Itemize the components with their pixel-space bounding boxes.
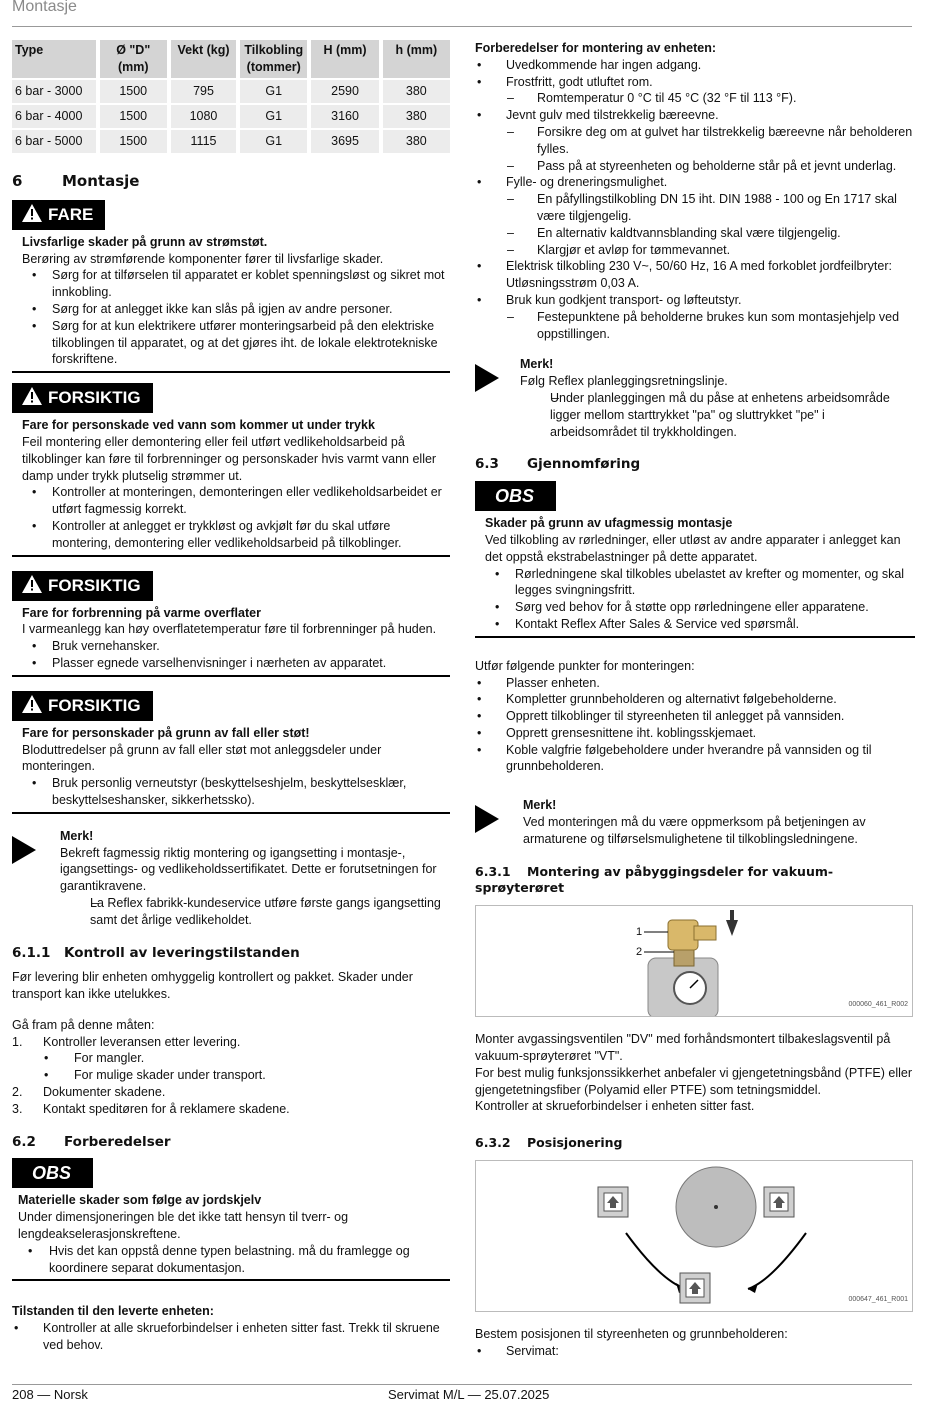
notice-box bbox=[12, 1192, 450, 1281]
section-title: Forberedelser bbox=[64, 1133, 171, 1150]
note-arrow-icon bbox=[12, 836, 36, 864]
notice-title: Materielle skader som følge av jordskjelv bbox=[18, 1193, 262, 1208]
spec-header-cell: Type bbox=[12, 40, 96, 78]
list-item: • Bruk vernehansker. bbox=[22, 638, 450, 655]
warning-text: Bloduttredelser på grunn av fall eller støt mot anleggsdeler under monteringen. bbox=[22, 742, 382, 774]
valve-figure bbox=[475, 905, 913, 1017]
paragraph: Før levering blir enheten omhyggelig kontrollert og pakket. Skader under transport kan ikke utelukkes. bbox=[12, 970, 413, 1002]
subheading: Forberedelser for montering av enheten: bbox=[475, 41, 717, 55]
warning-title: Fare for personskader på grunn av fall eller støt! bbox=[22, 725, 310, 740]
warning-text: Feil montering eller demontering eller feil utført vedlikeholdsarbeid på tilkoblinger kan føre til forbrenninger og personskader hvis varmt vann eller damp under trykk plutselig strømmer ut. bbox=[22, 434, 437, 483]
danger-box bbox=[12, 234, 450, 373]
notice-badge: OBS bbox=[12, 1158, 93, 1188]
note-text: Ved monteringen må du være oppmerksom på betjeningen av armaturene og tilførselsmulighetene til tilkoblingsledningene. bbox=[523, 815, 866, 846]
spec-cell: 3695 bbox=[311, 130, 378, 153]
notice-box bbox=[475, 515, 915, 638]
list-item: • Sørg ved behov for å støtte opp rørledningene eller apparatene. bbox=[485, 599, 915, 616]
paragraph: Gå fram på denne måten: bbox=[12, 1017, 155, 1032]
list-item: • Servimat: bbox=[475, 1343, 915, 1360]
list-item: • Frostfritt, godt utluftet rom. bbox=[475, 74, 915, 91]
footer-page-number: 208 — Norsk bbox=[12, 1387, 88, 1402]
warning-title: Fare for forbrenning på varme overflater bbox=[22, 605, 261, 620]
left-column bbox=[12, 38, 450, 1354]
spec-table-row bbox=[12, 130, 450, 153]
caution-badge-label: FORSIKTIG bbox=[48, 695, 141, 715]
spec-header-cell: Ø "D" (mm) bbox=[100, 40, 167, 78]
list-item: • Uvedkommende har ingen adgang. bbox=[475, 57, 915, 74]
sub-list-item: • For mulige skader under transport. bbox=[12, 1067, 450, 1084]
spec-header-cell: H (mm) bbox=[311, 40, 378, 78]
notice-title: Skader på grunn av ufagmessig montasje bbox=[485, 516, 733, 531]
spec-cell: G1 bbox=[240, 105, 307, 128]
page-header-title: Montasje bbox=[12, 0, 77, 15]
spec-cell: 1500 bbox=[100, 130, 167, 153]
spec-table-row bbox=[12, 80, 450, 103]
caution-badge bbox=[12, 383, 153, 413]
section-heading bbox=[475, 1135, 915, 1152]
spec-cell: 1115 bbox=[171, 130, 236, 153]
note-dash-item: – La Reflex fabrikk-kundeservice utføre første gangs igangsetting samt det årlige vedlikeholdet. bbox=[60, 895, 450, 929]
section-title: Montering av påbyggingsdeler for vakuum-sprøyterøret bbox=[475, 863, 834, 896]
warning-text: I varmeanlegg kan høy overflatetemperatur føre til forbrenninger på huden. bbox=[22, 622, 437, 637]
warning-triangle-icon bbox=[22, 204, 42, 229]
section-heading bbox=[12, 173, 450, 190]
warning-triangle-icon bbox=[22, 387, 42, 412]
dash-item: – Romtemperatur 0 °C til 45 °C (32 °F til 113 °F). bbox=[475, 90, 915, 107]
sub-list-item: • For mangler. bbox=[12, 1050, 450, 1067]
list-item: • Plasser enheten. bbox=[475, 675, 915, 692]
spec-cell: 795 bbox=[171, 80, 236, 103]
spec-cell: 380 bbox=[383, 80, 450, 103]
list-item: • Koble valgfrie følgebeholdere under hverandre på vannsiden og til grunnbeholderen. bbox=[475, 742, 915, 776]
spec-cell: G1 bbox=[240, 80, 307, 103]
note-title: Merk! bbox=[520, 357, 554, 372]
section-heading bbox=[12, 1134, 450, 1151]
caution-badge bbox=[12, 691, 153, 721]
valve-illustration bbox=[476, 906, 912, 1016]
note-block bbox=[12, 828, 450, 929]
section-number: 6.1.1 bbox=[12, 944, 51, 961]
note-text: Følg Reflex planleggingsretningslinje. bbox=[520, 374, 728, 389]
note-block bbox=[475, 356, 915, 440]
numbered-item: 1. Kontroller leveransen etter levering. bbox=[12, 1034, 241, 1049]
caution-box bbox=[12, 605, 450, 677]
dash-item: – En alternativ kaldtvannsblanding skal være tilgjengelig. bbox=[475, 225, 915, 242]
numbered-item: 3. Kontakt speditøren for å reklamere skadene. bbox=[12, 1101, 290, 1116]
list-item: • Sørg for at kun elektrikere utfører monteringsarbeid på den elektriske tilkoblingen til apparatet, og at det gjøres iht. de lokale elektrotekniske forskriftene. bbox=[22, 318, 450, 368]
notice-text: Ved tilkobling av rørledninger, eller utløst av andre apparater i anlegget kan det oppstå ekstrabelastninger på dette apparatet. bbox=[485, 532, 901, 564]
section-heading bbox=[475, 864, 915, 898]
dash-item: – Forsikre deg om at gulvet har tilstrekkelig bæreevne når beholderen fylles. bbox=[475, 124, 915, 158]
section-heading bbox=[475, 456, 915, 473]
danger-badge-label: FARE bbox=[48, 204, 94, 224]
list-item: • Opprett tilkoblinger til styreenheten til anlegget på vannsiden. bbox=[475, 708, 915, 725]
figure-code: 000647_461_R001 bbox=[848, 1296, 908, 1304]
note-dash-item: – Under planleggingen må du påse at enhetens arbeidsområde ligger mellom starttrykket "pa" og sluttrykket "pe" i arbeidsområdet til trykkholdingen. bbox=[520, 390, 915, 440]
list-item: • Plasser egnede varselhenvisninger i nærheten av apparatet. bbox=[22, 655, 450, 672]
right-column bbox=[475, 40, 915, 1360]
spec-cell: 380 bbox=[383, 130, 450, 153]
list-item: • Kontroller at alle skrueforbindelser i enheten sitter fast. Trekk til skruene ved behov. bbox=[12, 1320, 450, 1354]
list-item: • Sørg for at tilførselen til apparatet er koblet spenningsløst og sikret mot innkobling. bbox=[22, 267, 450, 301]
positioning-figure bbox=[475, 1160, 913, 1312]
caution-badge-label: FORSIKTIG bbox=[48, 388, 141, 408]
note-text: Bekreft fagmessig riktig montering og igangsetting i montasje-, igangsettings- og vedlikeholdssertifikatet. Dette er forutsetningen for garantikravene. bbox=[60, 845, 437, 894]
dash-item: – Festepunktene på beholderne brukes kun som montasjehjelp ved oppstillingen. bbox=[475, 309, 915, 343]
warning-triangle-icon bbox=[22, 695, 42, 720]
positioning-illustration bbox=[476, 1161, 912, 1311]
section-number: 6.3.1 bbox=[475, 863, 511, 879]
section-number: 6 bbox=[12, 172, 23, 190]
paragraph: Utfør følgende punkter for monteringen: bbox=[475, 658, 695, 673]
note-block bbox=[475, 797, 915, 847]
figure-code: 000060_461_R002 bbox=[848, 1001, 908, 1009]
spec-header-cell: h (mm) bbox=[383, 40, 450, 78]
caution-badge bbox=[12, 571, 153, 601]
paragraph: Monter avgassingsventilen "DV" med forhåndsmontert tilbakeslagsventil på vakuum-sprøyterøret "VT". bbox=[475, 1032, 891, 1064]
section-number: 6.3 bbox=[475, 456, 499, 473]
section-title: Posisjonering bbox=[527, 1135, 623, 1151]
spec-table bbox=[8, 38, 454, 155]
warning-title: Livsfarlige skader på grunn av strømstøt. bbox=[22, 234, 268, 249]
spec-cell: 1500 bbox=[100, 105, 167, 128]
spec-cell: 1500 bbox=[100, 80, 167, 103]
list-item: • Kompletter grunnbeholderen og alternativt følgebeholderne. bbox=[475, 691, 915, 708]
spec-header-cell: Tilkobling (tommer) bbox=[240, 40, 307, 78]
figure-callout: 1 bbox=[636, 926, 643, 939]
section-title: Kontroll av leveringstilstanden bbox=[64, 944, 300, 961]
list-item: • Bruk personlig verneutstyr (beskyttelseshjelm, beskyttelsesklær, beskyttelseshansker, sikkerhetssko). bbox=[22, 775, 450, 809]
list-item: • Hvis det kan oppstå denne typen belastning. må du framlegge og koordinere separat dokumentasjon. bbox=[18, 1243, 450, 1277]
subheading: Tilstanden til den leverte enheten: bbox=[12, 1304, 214, 1319]
figure-callout: 2 bbox=[636, 946, 643, 959]
footer-doc-info: Servimat M/L — 25.07.2025 bbox=[388, 1387, 550, 1402]
note-title: Merk! bbox=[60, 828, 94, 843]
warning-text: Berøring av strømførende komponenter fører til livsfarlige skader. bbox=[22, 251, 384, 266]
footer-divider bbox=[12, 1384, 912, 1385]
list-item: • Jevnt gulv med tilstrekkelig bæreevne. bbox=[475, 107, 915, 124]
warning-triangle-icon bbox=[22, 575, 42, 600]
list-item: • Opprett grensesnittene iht. koblingsskjemaet. bbox=[475, 725, 915, 742]
paragraph: For best mulig funksjonssikkerhet anbefaler vi gjengetetningsbånd (PTFE) eller gjengetetningsfiber (Polyamid eller PTFE) som tetningsmiddel. bbox=[475, 1065, 913, 1097]
danger-badge bbox=[12, 200, 105, 230]
spec-header-cell: Vekt (kg) bbox=[171, 40, 236, 78]
dash-item: – Pass på at styreenheten og beholderne står på et jevnt underlag. bbox=[475, 158, 915, 175]
spec-cell: G1 bbox=[240, 130, 307, 153]
spec-cell: 2590 bbox=[311, 80, 378, 103]
section-heading bbox=[12, 945, 450, 962]
note-arrow-icon bbox=[475, 805, 499, 833]
spec-cell: 1080 bbox=[171, 105, 236, 128]
header-divider bbox=[12, 26, 912, 27]
spec-table-row bbox=[12, 105, 450, 128]
spec-cell: 6 bar - 3000 bbox=[12, 80, 96, 103]
spec-cell: 6 bar - 4000 bbox=[12, 105, 96, 128]
list-item: • Kontroller at anlegget er trykkløst og avkjølt før du skal utføre montering, demontering eller vedlikeholdsarbeid på tilkoblinger. bbox=[22, 518, 450, 552]
list-item: • Fylle- og dreneringsmulighet. bbox=[475, 174, 915, 191]
note-arrow-icon bbox=[475, 364, 499, 392]
list-item: • Sørg for at anlegget ikke kan slås på igjen av andre personer. bbox=[22, 301, 450, 318]
dash-item: – Klargjør et avløp for tømmevannet. bbox=[475, 242, 915, 259]
notice-badge: OBS bbox=[475, 481, 556, 511]
list-item: • Kontroller at monteringen, demonteringen eller vedlikeholdsarbeidet er utført fagmessig korrekt. bbox=[22, 484, 450, 518]
section-number: 6.2 bbox=[12, 1133, 36, 1150]
notice-text: Under dimensjoneringen ble det ikke tatt hensyn til tverr- og lengdeakselerasjonskreftene. bbox=[18, 1210, 349, 1242]
paragraph: Kontroller at skrueforbindelser i enheten sitter fast. bbox=[475, 1099, 755, 1114]
note-title: Merk! bbox=[523, 798, 557, 813]
caution-box bbox=[12, 417, 450, 556]
section-title: Montasje bbox=[62, 172, 140, 190]
caution-box bbox=[12, 725, 450, 814]
spec-cell: 3160 bbox=[311, 105, 378, 128]
paragraph: Bestem posisjonen til styreenheten og grunnbeholderen: bbox=[475, 1327, 788, 1342]
list-item: • Rørledningene skal tilkobles ubelastet av krefter og momenter, og skal legges svingningsfritt. bbox=[485, 566, 915, 600]
numbered-item: 2. Dokumenter skadene. bbox=[12, 1085, 166, 1100]
list-item: • Kontakt Reflex After Sales & Service ved spørsmål. bbox=[485, 616, 915, 633]
spec-table-header-row bbox=[12, 40, 450, 78]
dash-item: – En påfyllingstilkobling DN 15 iht. DIN 1988 - 100 og En 1717 skal være tilgjengelig. bbox=[475, 191, 915, 225]
spec-cell: 6 bar - 5000 bbox=[12, 130, 96, 153]
section-number: 6.3.2 bbox=[475, 1135, 511, 1151]
spec-cell: 380 bbox=[383, 105, 450, 128]
section-title: Gjennomføring bbox=[527, 456, 641, 473]
list-item: • Bruk kun godkjent transport- og løfteutstyr. bbox=[475, 292, 915, 309]
caution-badge-label: FORSIKTIG bbox=[48, 575, 141, 595]
warning-title: Fare for personskade ved vann som kommer ut under trykk bbox=[22, 418, 375, 433]
list-item: • Elektrisk tilkobling 230 V~, 50/60 Hz, 16 A med forkoblet jordfeilbryter: Utløsningsstrøm 0,03 A. bbox=[475, 258, 915, 292]
